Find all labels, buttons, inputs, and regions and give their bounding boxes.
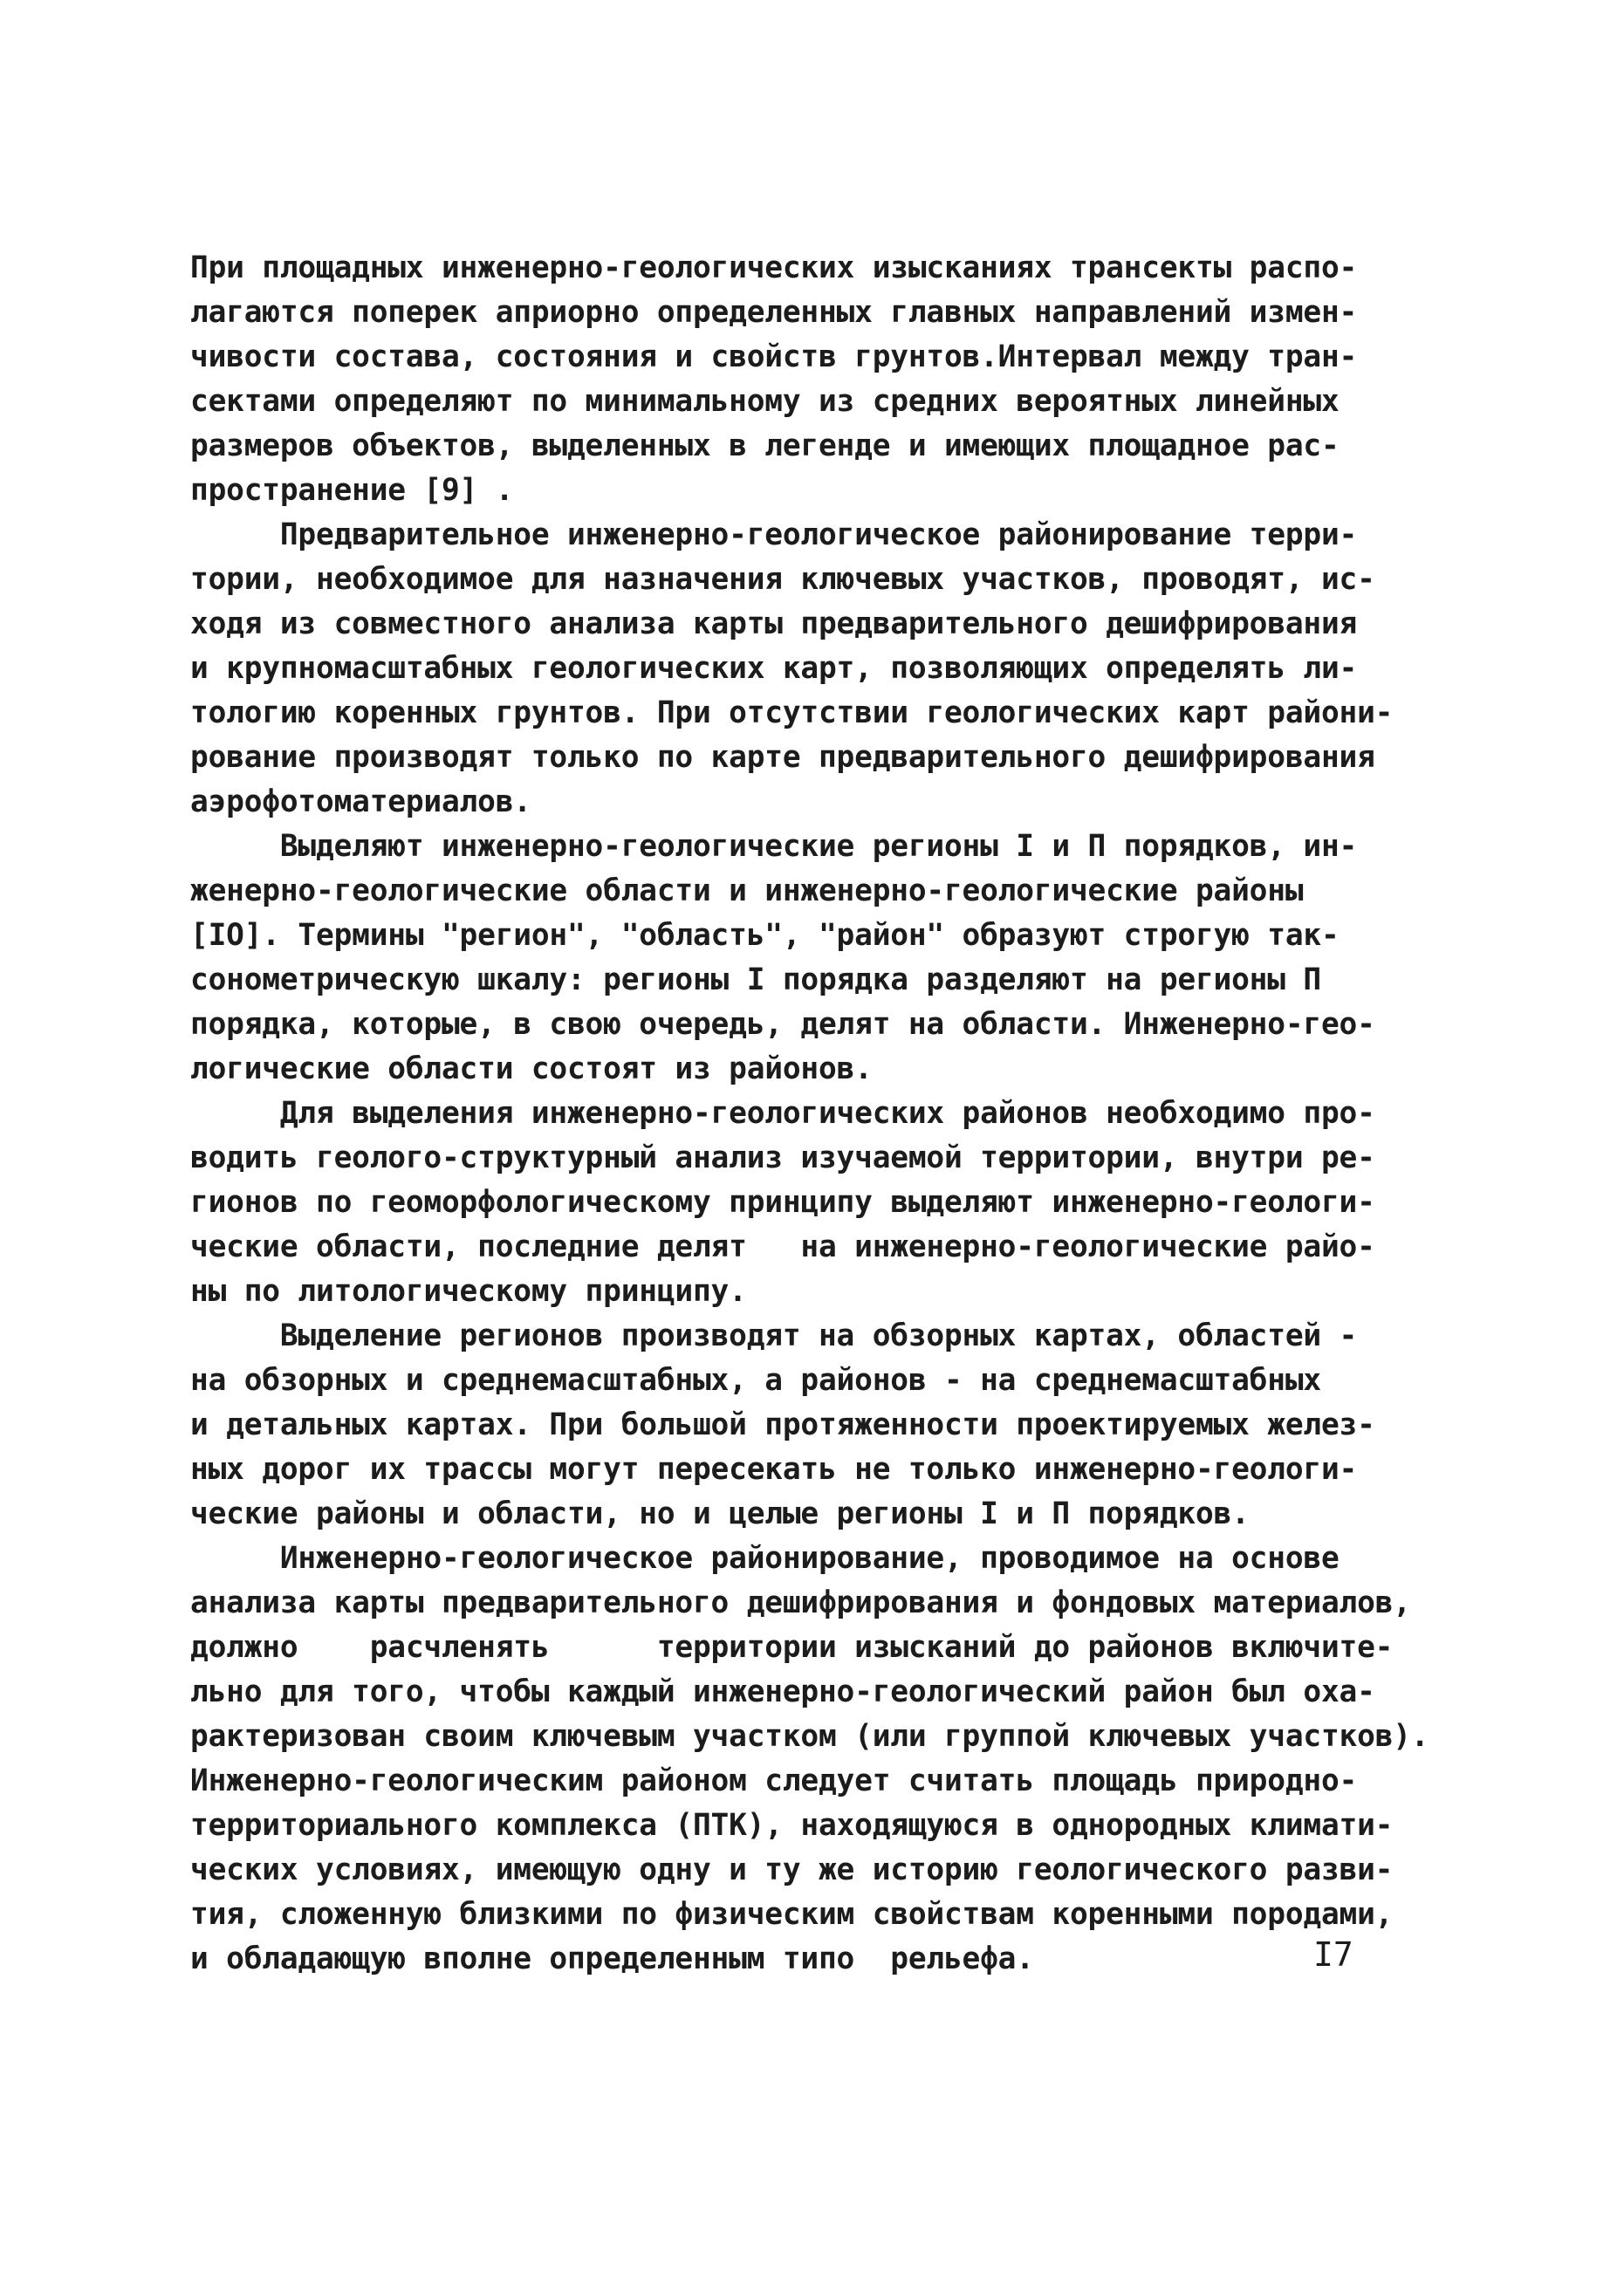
text-line: и крупномасштабных геологических карт, позволяющих определять ли- (190, 651, 1358, 686)
paragraph (190, 1092, 1429, 1314)
text-line: ческие районы и области, но и целые регионы I и П порядков. (190, 1496, 1250, 1531)
text-line: чивости состава, состояния и свойств грунтов.Интервал между тран- (190, 339, 1358, 374)
text-line: размеров объектов, выделенных в легенде и имеющих площадное рас- (190, 428, 1340, 463)
text-line: Инженерно-геологическим районом следует считать площадь природно- (190, 1763, 1358, 1798)
page-number: I7 (1313, 1935, 1353, 1974)
paragraph (190, 513, 1429, 825)
text-line: рование производят только по карте предварительного дешифрирования (190, 740, 1375, 775)
text-line: тории, необходимое для назначения ключевых участков, проводят, ис- (190, 562, 1375, 597)
paragraph (190, 246, 1429, 513)
text-line: женерно-геологические области и инженерно-геологические районы (190, 873, 1304, 908)
paragraph (190, 825, 1429, 1092)
text-line: ны по литологическому принципу. (190, 1274, 747, 1309)
text-line: рактеризован своим ключевым участком (или группой ключевых участков). (190, 1719, 1429, 1754)
text-line: ных дорог их трассы могут пересекать не только инженерно-геологи- (190, 1452, 1358, 1487)
text-line: гионов по геоморфологическому принципу выделяют инженерно-геологи- (190, 1185, 1375, 1220)
text-line: [IO]. Термины "регион", "область", "район" образуют строгую так- (190, 918, 1340, 953)
text-line: Предварительное инженерно-геологическое районирование терри- (190, 517, 1358, 552)
text-line: ходя из совместного анализа карты предварительного дешифрирования (190, 606, 1358, 641)
text-line: на обзорных и среднемасштабных, а районов - на среднемасштабных (190, 1363, 1321, 1398)
text-line: анализа карты предварительного дешифрирования и фондовых материалов, (190, 1585, 1411, 1620)
text-line: пространение [9] . (190, 473, 514, 508)
text-line: Выделение регионов производят на обзорных картах, областей - (190, 1318, 1358, 1353)
text-line: сектами определяют по минимальному из средних вероятных линейных (190, 384, 1340, 419)
text-line: ческих условиях, имеющую одну и ту же историю геологического разви- (190, 1852, 1394, 1887)
text-line: логические области состоят из районов. (190, 1051, 873, 1086)
body-text (190, 246, 1429, 1982)
text-line: и детальных картах. При большой протяженности проектируемых желез- (190, 1407, 1375, 1442)
text-line: аэрофотоматериалов. (190, 784, 531, 819)
text-line: порядка, которые, в свою очередь, делят на области. Инженерно-гео- (190, 1007, 1375, 1042)
text-line: должно расчленять территории изысканий до районов включите- (190, 1630, 1394, 1665)
paragraph (190, 1537, 1429, 1982)
text-line: тологию коренных грунтов. При отсутствии геологических карт райони- (190, 695, 1394, 730)
text-line: тия, сложенную близкими по физическим свойствам коренными породами, (190, 1897, 1394, 1932)
text-line: Для выделения инженерно-геологических районов необходимо про- (190, 1096, 1375, 1131)
text-line: льно для того, чтобы каждый инженерно-геологический район был оха- (190, 1674, 1375, 1709)
text-line: водить геолого-структурный анализ изучаемой территории, внутри ре- (190, 1140, 1375, 1175)
text-line: территориального комплекса (ПТК), находящуюся в однородных климати- (190, 1808, 1394, 1843)
text-line: сонометрическую шкалу: регионы I порядка разделяют на регионы П (190, 962, 1321, 997)
text-line: При площадных инженерно-геологических изысканиях трансекты распо- (190, 250, 1358, 285)
text-line: лагаются поперек априорно определенных главных направлений измен- (190, 295, 1358, 330)
text-line: Инженерно-геологическое районирование, проводимое на основе (190, 1541, 1340, 1576)
text-line: ческие области, последние делят на инженерно-геологические райо- (190, 1229, 1375, 1264)
text-line: и обладающую вполне определенным типо рельефа. (190, 1941, 1034, 1976)
paragraph (190, 1314, 1429, 1537)
text-line: Выделяют инженерно-геологические регионы I и П порядков, ин- (190, 829, 1358, 864)
